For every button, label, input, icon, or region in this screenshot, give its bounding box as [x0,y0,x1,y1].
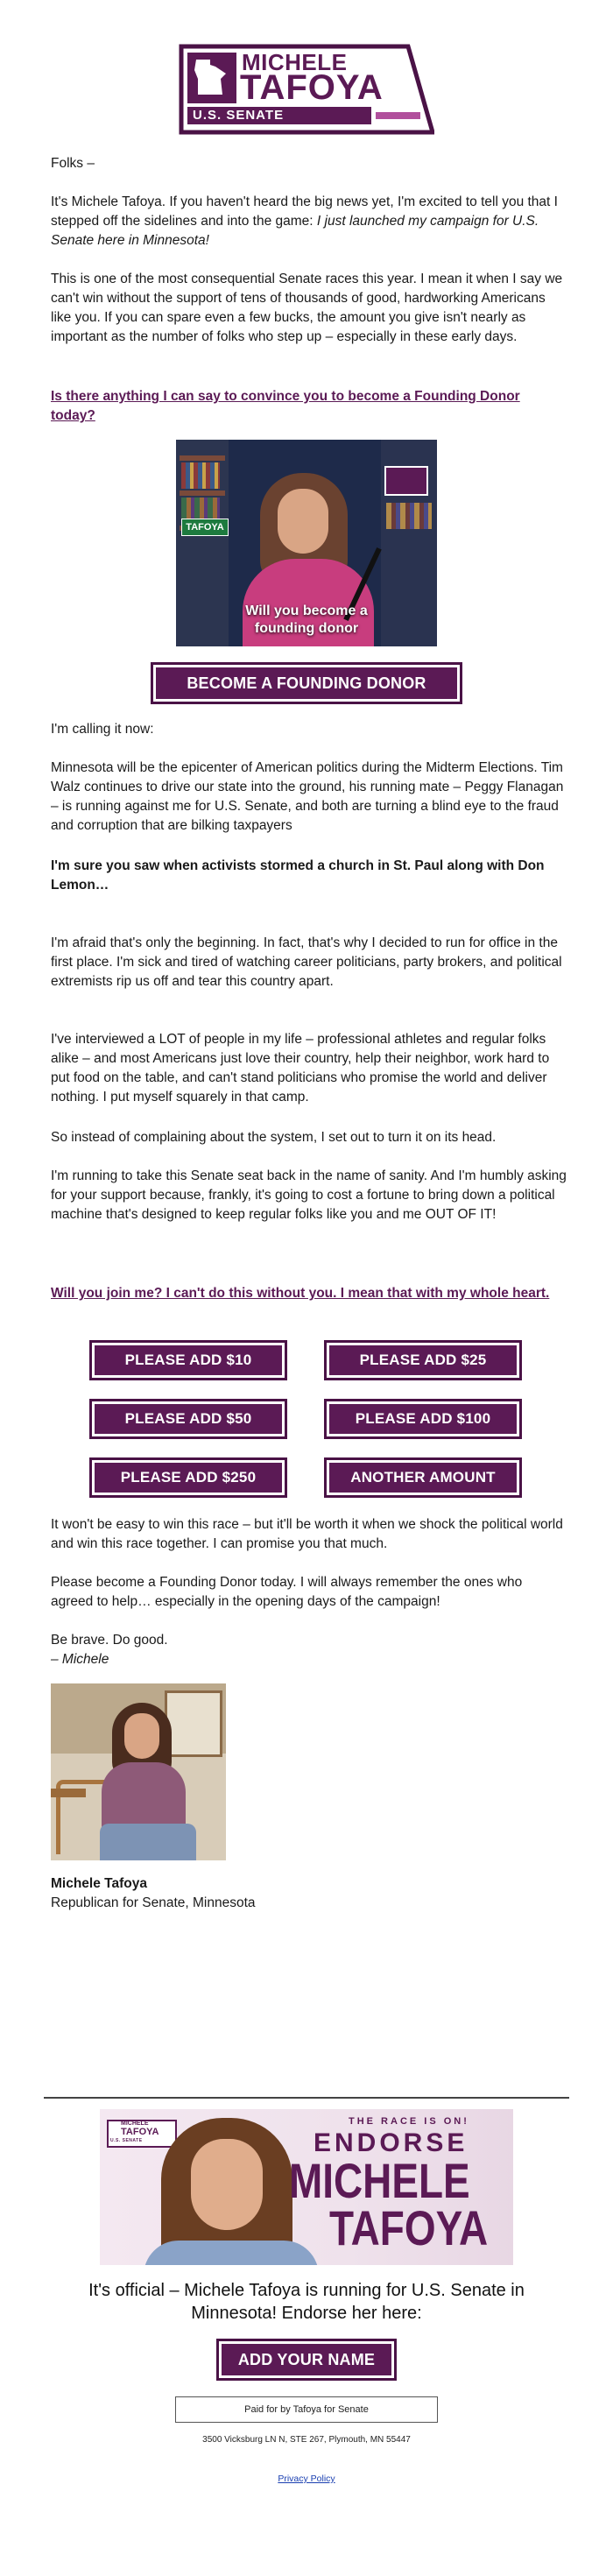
banner-first-name: MICHELE [289,2153,470,2208]
donate-25-label: PLEASE ADD $25 [329,1345,517,1375]
donate-10-button[interactable] [89,1340,287,1380]
video-caption: Will you become a founding donor [245,603,368,636]
portrait-shirt [102,1762,186,1832]
banner-shirt [144,2241,319,2265]
endorse-banner[interactable] [100,2109,513,2265]
privacy-policy-link[interactable]: Privacy Policy [278,2474,335,2484]
footer-address: 3500 Vicksburg LN N, STE 267, Plymouth, MN 55447 [202,2435,411,2445]
instead-paragraph: So instead of complaining about the system, I set out to turn it on its head. [51,1130,497,1145]
founding-donor-link[interactable]: Is there anything I can say to convince you to become a Founding Donor today? [51,389,520,423]
please-paragraph: Please become a Founding Donor today. I will always remember the ones who agreed to help… especially in the opening days of the campaign! [51,1575,523,1609]
signer-title: Republican for Senate, Minnesota [51,1895,256,1910]
portrait-face [124,1713,159,1759]
paid-for-box: Paid for by Tafoya for Senate [175,2396,438,2423]
donate-250-button[interactable] [89,1457,287,1498]
header-logo[interactable] [179,44,434,135]
donate-100-label: PLEASE ADD $100 [329,1404,517,1434]
intro-italic: I just launched my campaign for U.S. Senate here in Minnesota! [51,214,539,248]
mini-logo-sign [384,466,428,496]
banner-last-name: TAFOYA [329,2200,489,2255]
logo-office: U.S. SENATE [193,108,285,123]
church-bold-paragraph: I'm sure you saw when activists stormed a church in St. Paul along with Don Lemon… [51,858,545,893]
official-text: It's official – Michele Tafoya is running for U.S. Senate in Minnesota! Endorse her here: [88,2281,525,2323]
add-your-name-label: ADD YOUR NAME [222,2344,391,2375]
banner-race-on: THE RACE IS ON! [349,2116,469,2127]
join-me-link[interactable]: Will you join me? I can't do this without you. I mean that with my whole heart. [51,1286,550,1301]
banner-logo-last: TAFOYA [121,2127,159,2137]
portrait-jeans [100,1824,196,1860]
epicenter-paragraph: Minnesota will be the epicenter of American politics during the Midterm Elections. Tim Walz continues to drive our state into the ground, his running mate – Peggy Flanagan – is running against me for U.S. Senate, and both are turning a blind eye to the fraud and corruption that are bilking taxpayers [51,760,564,833]
logo-first-name: MICHELE [242,49,348,75]
street-sign: TAFOYA [181,519,229,536]
calling-it-now: I'm calling it now: [51,722,154,737]
greeting: Folks – [51,156,95,171]
become-founding-donor-label: BECOME A FOUNDING DONOR [156,667,457,699]
banner-face [191,2139,263,2230]
running-paragraph: I'm running to take this Senate seat back in the name of sanity. And I'm humbly asking for your support because, frankly, it's going to cost a fortune to bring down a political machine that's designed to keep regular folks like you and me OUT OF IT! [51,1168,567,1222]
logo-last-name: TAFOYA [240,68,384,107]
banner-logo-office: U.S. SENATE [110,2138,143,2143]
banner-endorse: ENDORSE [314,2128,469,2157]
consequential-paragraph: This is one of the most consequential Senate races this year. I mean it when I say we can't win without the support of tens of thousands of good, hardworking Americans like you. If you can spare even a few bucks, the amount you give isn't nearly as important as the number of folks who step up – especially in these early days. [51,272,563,344]
add-your-name-button[interactable] [216,2339,397,2381]
donate-250-label: PLEASE ADD $250 [95,1463,282,1493]
window-shelf [165,1690,222,1757]
donate-50-label: PLEASE ADD $50 [95,1404,282,1434]
signer-name: Michele Tafoya [51,1876,147,1891]
another-amount-button[interactable] [324,1457,522,1498]
intro-paragraph [51,193,567,251]
beginning-paragraph: I'm afraid that's only the beginning. In fact, that's why I decided to run for office in the first place. I'm sick and tired of watching career politicians, party brokers, and political extremists rip us off and tear this country apart. [51,935,562,989]
presenter-face [278,489,328,554]
another-amount-label: ANOTHER AMOUNT [329,1463,517,1493]
candidate-portrait [51,1683,226,1860]
easy-paragraph: It won't be easy to win this race – but it'll be worth it when we shock the political world and win this race together. I can promise you that much. [51,1517,563,1551]
table [51,1789,86,1797]
donate-25-button[interactable] [324,1340,522,1380]
donate-100-button[interactable] [324,1399,522,1439]
become-founding-donor-button[interactable] [151,662,462,704]
video-thumbnail[interactable] [176,440,437,646]
donate-50-button[interactable] [89,1399,287,1439]
signature: – Michele [51,1652,109,1667]
interviewed-paragraph: I've interviewed a LOT of people in my life – professional athletes and regular folks alike – and most Americans just love their country, help their neighbor, work hard to put food on the table, and can't stand politicians who promise the world and deliver nothing. I put myself squarely in that camp. [51,1032,550,1105]
footer-divider [44,2097,569,2099]
banner-logo-first: MICHELE [121,2121,149,2127]
signoff: Be brave. Do good. [51,1633,168,1648]
donate-10-label: PLEASE ADD $10 [95,1345,282,1375]
intro-text: It's Michele Tafoya. If you haven't heard the big news yet, I'm excited to tell you that I stepped off the sidelines and into the game: [51,194,558,229]
